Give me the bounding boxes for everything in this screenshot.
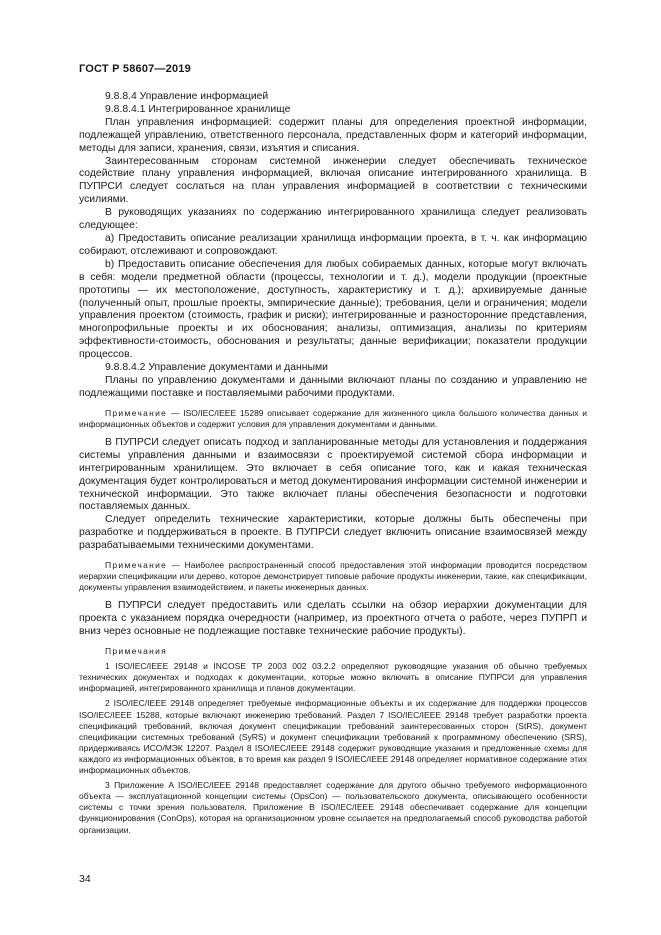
note-item: 1 ISO/IEC/IEEE 29148 и INCOSE TP 2003 002 03.2.2 определяют руководящие указания об обычно требуемых технических документах и подходах к документации, которые можно включить в описание ПУПРСИ для управления информацией, интегрированного хранилища и планов документации.	[79, 661, 587, 694]
subsection-heading: 9.8.8.4.2 Управление документами и данными	[105, 362, 328, 374]
note-label: Примечание	[105, 407, 168, 418]
paragraph: Следует определить технические характеристики, которые должны быть обеспечены при разработке и поддерживаться в проекте. В ПУПРСИ следует включить описание взаимосвязей между разрабатываемыми техническими документами.	[79, 514, 587, 552]
note-item: 2 ISO/IEC/IEEE 29148 определяет требуемые информационные объекты и их содержание для поддержки процессов ISO/IEC/IEEE 15288, которые включают инженерию требований. Раздел 7 ISO/IEC/IEEE 29148 требует разработки проекта спецификаций требований, включая документ спецификации требований заинтересованных сторон (StRS), документ спецификации системных требований (SyRS) и документ спецификации требований к программному обеспечению (SRS), придерживаясь ИСО/МЭК 12207. Раздел 8 ISO/IEC/IEEE 29148 содержит руководящие указания и предложенные схемы для каждого из информационных объектов, в то время как раздел 9 ISO/IEC/IEEE 29148 определяет нормативное содержание этих информационных объектов.	[79, 698, 587, 776]
note	[79, 408, 587, 430]
paragraph: Заинтересованным сторонам системной инженерии следует обеспечивать техническое содействие плану управления информацией, включая описание интегрированного хранилища. В ПУПРСИ следует сослаться на план управления информацией в соответствии с техническими усилиями.	[79, 155, 587, 206]
section-heading: 9.8.8.4 Управление информацией	[105, 91, 269, 102]
list-item: b) Предоставить описание обеспечения для любых собираемых данных, которые могут включать в себя: модели предметной области (процессы, технологии и т. д.), модели продукции (проектные прототипы — их местоположение, доступность, характеристику и т. д.); архивируемые данные (полученный опыт, прошлые проекты, эмпирические данные); требования, цели и ограничения; модели управления проектом (стоимость, график и риски); интегрированные и разносторонние представления, многопрофильные проекты и их обоснования; анализы, оптимизация, анализы по критериям эффективности-стоимость, обоснования и результаты; данные верификации; показатели продукции процессов.	[79, 258, 587, 361]
paragraph: План управления информацией: содержит планы для определения проектной информации, подлежащей управлению, ответственного персонала, представленных форм и категорий информации, методы для записи, хранения, связи, изъятия и списания.	[79, 116, 587, 154]
note-text: — Наиболее распространенный способ предоставления этой информации проводится посредством иерархии спецификации или дерево, которое демонстрирует типовые рабочие продукты инженерии, такие, как спецификации, документы управления взаимодействием, и пакеты инженерных данных.	[79, 560, 587, 593]
paragraph: Планы по управлению документами и данными включают планы по созданию и управлению не подлежащими поставке и поставляемыми рабочими продуктами.	[79, 374, 587, 399]
list-item: а) Предоставить описание реализации хранилища информации проекта, в т. ч. как информацию собирают, отслеживают и сопровождают.	[79, 232, 587, 257]
paragraph: В ПУПРСИ следует предоставить или сделать ссылки на обзор иерархии документации для проекта с указанием порядка очередности (например, из проектного отчета о работе, через ПУПРП и вниз через основные не подлежащие поставке технические рабочие продукты).	[79, 600, 587, 638]
note-text: — ISO/IEC/IEEE 15289 описывает содержание для жизненного цикла большого количества данных и информационных объектов и содержит условия для управления документами и данными.	[79, 407, 587, 429]
paragraph: В руководящих указаниях по содержанию интегрированного хранилища следует реализовать следующее:	[79, 207, 587, 232]
subsection-heading: 9.8.8.4.1 Интегрированное хранилище	[105, 103, 291, 115]
page-content	[79, 91, 587, 836]
document-code: ГОСТ Р 58607—2019	[79, 63, 191, 75]
paragraph: В ПУПРСИ следует описать подход и запланированные методы для установления и поддержания системы управления данными и взаимосвязи с проектируемой системой сбора информации и интегрированным хранилищем. Это включает в себя описание того, как и какая техническая документация будет контролироваться и метод документирования информации системной инженерии и технической информации. Это также включает планы обеспечения безопасности и подготовки поставляемых данных.	[79, 436, 587, 513]
notes-heading: Примечания	[105, 646, 168, 657]
note	[79, 560, 587, 593]
note-item: 3 Приложение A ISO/IEC/IEEE 29148 предоставляет содержание для другого обычно требуемого информационного объекта — эксплуатационной концепции системы (OpsCon) — пользовательского документа, описывающего особенности системы с точки зрения пользователя. Приложение B ISO/IEC/IEEE 29148 обеспечивает содержание для концепции функционирования (ConOps), которая на организационном уровне ссылается на предполагаемый способ руководства работой организации.	[79, 780, 587, 835]
page-number: 34	[79, 873, 91, 885]
note-label: Примечание	[105, 560, 168, 571]
